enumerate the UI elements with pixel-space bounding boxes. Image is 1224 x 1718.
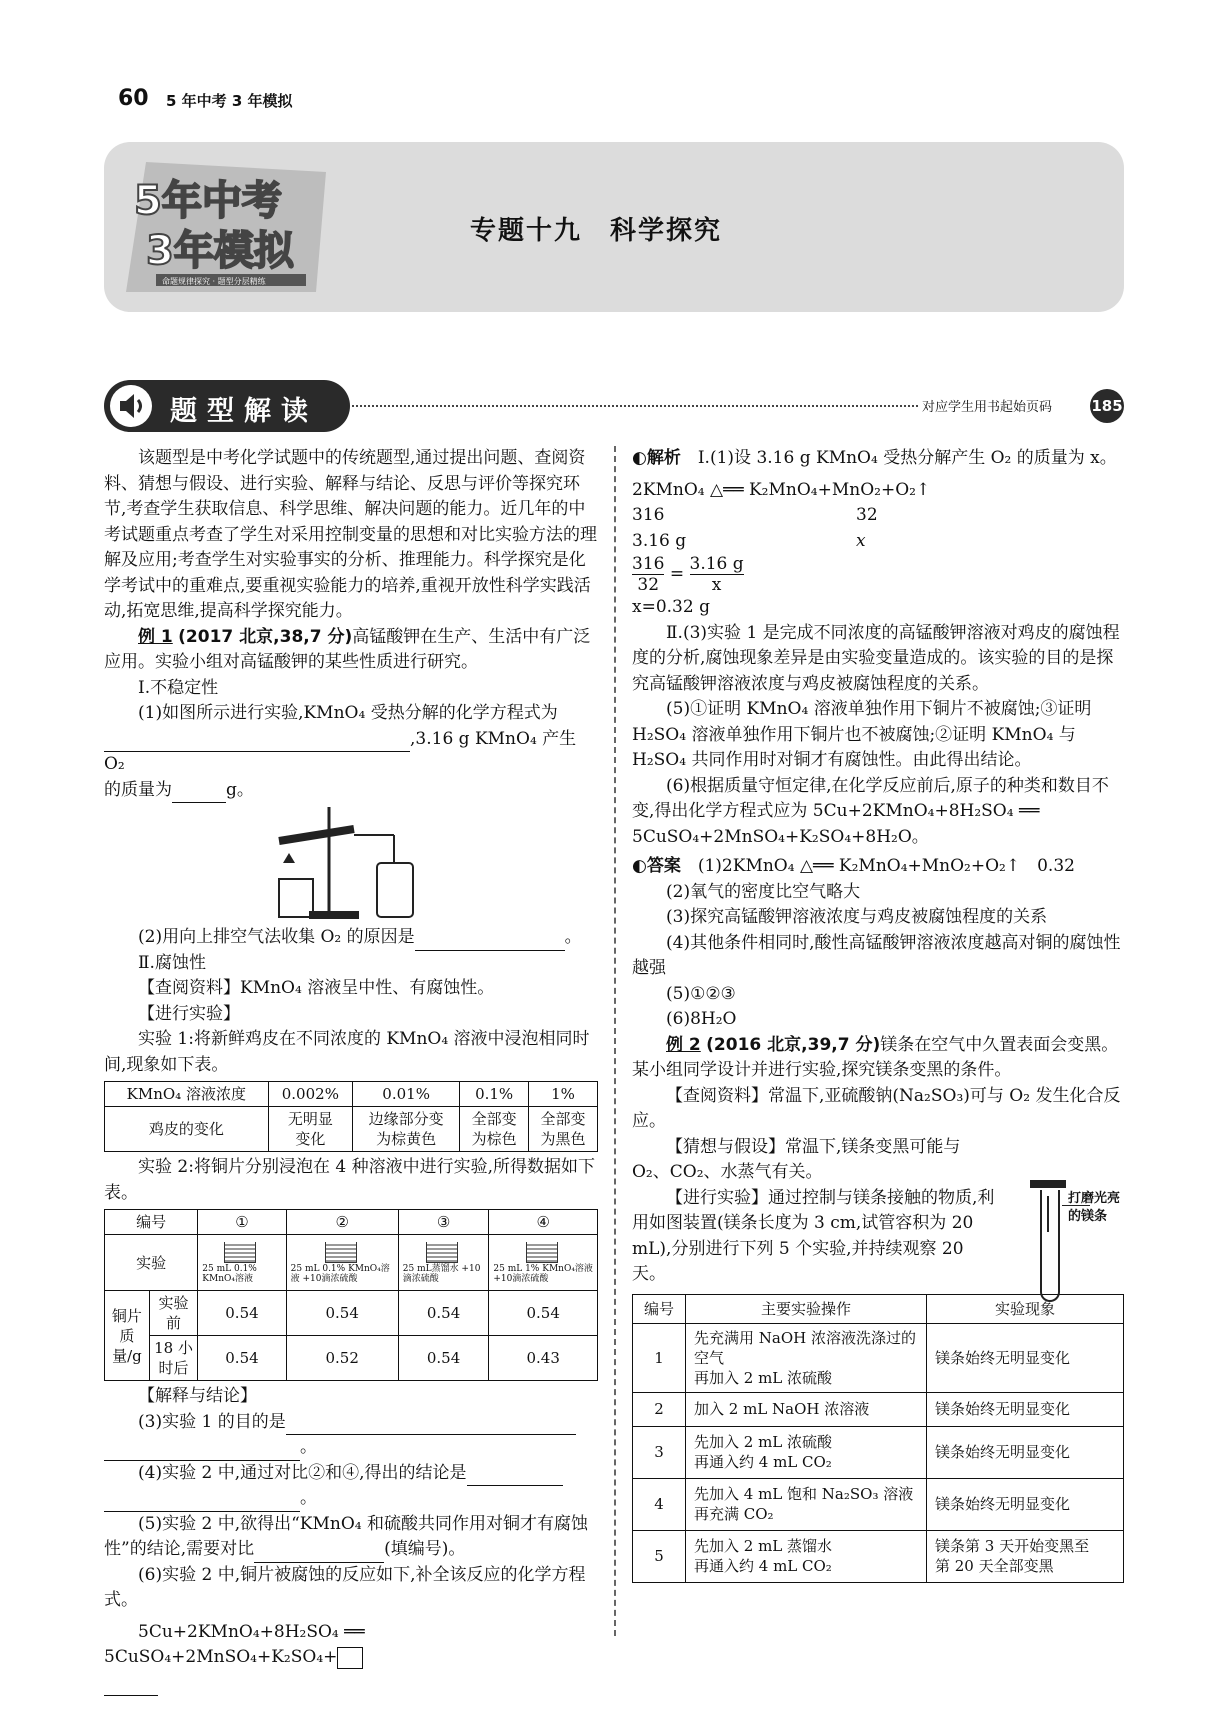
q1-line2 bbox=[104, 727, 598, 778]
table-cell: 镁条始终无明显变化 bbox=[927, 1426, 1124, 1478]
beaker-cell bbox=[286, 1235, 398, 1291]
part1-heading: Ⅰ.不稳定性 bbox=[138, 677, 219, 698]
q5-blank[interactable] bbox=[254, 1544, 384, 1563]
table-cell: 编号 bbox=[633, 1294, 686, 1323]
example1-label: 例 1 bbox=[138, 626, 173, 647]
example2-experiment: 【进行实验】通过控制与镁条接触的物质,利用如图装置(镁条长度为 3 cm,试管容积为 20 mL),分别进行下列 5 个实验,并持续观察 20 天。 bbox=[632, 1187, 995, 1284]
table-cell: 1 bbox=[633, 1323, 686, 1392]
beaker-icon bbox=[224, 1242, 256, 1263]
table-cell: 0.54 bbox=[398, 1291, 489, 1336]
answer-3: (3)探究高锰酸钾溶液浓度与鸡皮被腐蚀程度的关系 bbox=[666, 907, 1048, 927]
answer-line1 bbox=[632, 854, 1124, 880]
q1-line1: (1)如图所示进行实验,KMnO₄ 受热分解的化学方程式为 bbox=[138, 703, 558, 723]
table-cell: 实验前 bbox=[149, 1291, 198, 1336]
q1-mass-blank[interactable] bbox=[172, 784, 226, 803]
table-cell: 鸡皮的变化 bbox=[105, 1107, 269, 1152]
logo-line2: 3年模拟 bbox=[146, 228, 294, 274]
table-cell: 实验现象 bbox=[927, 1294, 1124, 1323]
table-cell: 0.002% bbox=[268, 1082, 352, 1107]
table-cell: 3 bbox=[633, 1426, 686, 1478]
q1-unit: g。 bbox=[226, 779, 254, 800]
fraction-left: $\frac{316}{32}$ bbox=[632, 554, 665, 595]
table-cell: 0.54 bbox=[489, 1291, 598, 1336]
q6-equation-text: 5Cu+2KMnO₄+8H₂SO₄ ══ 5CuSO₄+2MnSO₄+K₂SO₄+ bbox=[104, 1621, 365, 1667]
tube-label: 打磨光亮的镁条 bbox=[1068, 1191, 1121, 1224]
example1-paragraph bbox=[104, 625, 598, 676]
logo-line1: 5年中考 bbox=[134, 178, 282, 224]
exp2-text: 实验 2:将铜片分别浸泡在 4 种溶液中进行实验,所得数据如下表。 bbox=[104, 1157, 595, 1203]
table-row bbox=[105, 1210, 598, 1235]
q3-text: (3)实验 1 的目的是 bbox=[138, 1411, 286, 1432]
answer-6: (6)8H₂O bbox=[666, 1009, 737, 1029]
q4-line2: 。 bbox=[104, 1486, 598, 1512]
q6-line: (6)实验 2 中,铜片被腐蚀的反应如下,补全该反应的化学方程式。 bbox=[104, 1564, 586, 1610]
table-cell: 0.01% bbox=[353, 1082, 460, 1107]
solution-label: ◐解析 bbox=[632, 448, 681, 468]
magnesium-strip bbox=[1047, 1196, 1049, 1232]
chapter-title: 专题十九 科学探究 bbox=[470, 216, 723, 246]
example1-source: (2017 北京,38,7 分) bbox=[178, 626, 353, 647]
column-divider bbox=[614, 446, 616, 1636]
table-cell: 0.43 bbox=[489, 1336, 598, 1381]
example2-text: 镁条在空气中久置表面会变黑。某小组同学设计并进行实验,探究镁条变黑的条件。 bbox=[632, 1034, 1119, 1080]
table-cell: 先充满用 NaOH 浓溶液洗涤过的空气 再加入 2 mL 浓硫酸 bbox=[686, 1323, 927, 1392]
solution-text1: Ⅰ.(1)设 3.16 g KMnO₄ 受热分解产生 O₂ 的质量为 x。 bbox=[697, 448, 1117, 468]
table-cell: 铜片 质量/g bbox=[105, 1291, 150, 1381]
table-cell: ① bbox=[198, 1210, 286, 1235]
table-cell: 全部变 为黑色 bbox=[529, 1107, 598, 1152]
table-row bbox=[633, 1426, 1124, 1478]
beaker-label: 25 mL 0.1% KMnO₄溶液 bbox=[202, 1263, 257, 1284]
table-cell: 5 bbox=[633, 1530, 686, 1582]
dotted-leader bbox=[352, 405, 918, 407]
table-cell: 镁条始终无明显变化 bbox=[927, 1478, 1124, 1530]
intro-paragraph: 该题型是中考化学试题中的传统题型,通过提出问题、查阅资料、猜想与假设、进行实验、解释与结论、反思与评价等探究环节,考查学生获取信息、科学思维、解决问题的能力。近几年的中考试题重点考查了学生对采用控制变量的思想和对比实验方法的理解及应用;考查学生对实验事实的分析、推理能力。科学探究是化学考试中的重难点,要重视实验能力的培养,重视开放性科学实践活动,拓宽思维,提高科学探究能力。 bbox=[104, 448, 597, 621]
solution-mass-row bbox=[632, 529, 1124, 555]
part2-heading: Ⅱ.腐蚀性 bbox=[138, 952, 206, 973]
example1-text: 高锰酸钾在生产、生活中有广泛应用。实验小组对高锰酸钾的某些性质进行研究。 bbox=[104, 626, 591, 672]
beaker-icon bbox=[325, 1242, 357, 1263]
speaker-icon bbox=[110, 385, 152, 427]
beaker-label: 25 mL 0.1% KMnO₄溶液 +10滴浓硫酸 bbox=[290, 1263, 390, 1284]
table-cell: 先加入 2 mL 浓硫酸 再通入约 4 mL CO₂ bbox=[686, 1426, 927, 1478]
fraction-right: $\frac{3.16 g}{x}$ bbox=[689, 554, 744, 595]
table-magnesium bbox=[632, 1294, 1124, 1583]
coef-32: 32 bbox=[856, 505, 878, 525]
answer-4: (4)其他条件相同时,酸性高锰酸钾溶液浓度越高对铜的腐蚀性越强 bbox=[632, 932, 1121, 978]
solution-intro bbox=[632, 446, 1124, 472]
beaker-icon bbox=[426, 1242, 458, 1263]
q2-line bbox=[104, 925, 598, 951]
beaker-cell bbox=[398, 1235, 489, 1291]
answer-5: (5)①②③ bbox=[666, 983, 736, 1004]
table-cell: 1% bbox=[529, 1082, 598, 1107]
table-cell: 编号 bbox=[105, 1210, 198, 1235]
q6-blank[interactable] bbox=[104, 1677, 158, 1696]
beaker-cell bbox=[489, 1235, 598, 1291]
q2-end: 。 bbox=[564, 927, 582, 947]
exp1-text: 实验 1:将新鲜鸡皮在不同浓度的 KMnO₄ 溶液中浸泡相同时间,现象如下表。 bbox=[104, 1029, 590, 1075]
example2-source: (2016 北京,39,7 分) bbox=[706, 1034, 881, 1055]
q3-blank[interactable] bbox=[286, 1416, 576, 1435]
beaker-label: 25 mL蒸馏水 +10滴浓硫酸 bbox=[402, 1263, 481, 1284]
table-cell: 边缘部分变 为棕黄色 bbox=[353, 1107, 460, 1152]
q3-blank2[interactable] bbox=[104, 1442, 300, 1461]
table-cell: 2 bbox=[633, 1392, 686, 1426]
table-cell: 先加入 4 mL 饱和 Na₂SO₃ 溶液 再充满 CO₂ bbox=[686, 1478, 927, 1530]
table-row bbox=[105, 1336, 598, 1381]
q1-equation-blank[interactable] bbox=[104, 733, 410, 752]
table-chicken-skin bbox=[104, 1081, 598, 1152]
table-cell: 实验 bbox=[105, 1235, 198, 1291]
table-row bbox=[105, 1107, 598, 1152]
info-line: 【查阅资料】KMnO₄ 溶液呈中性、有腐蚀性。 bbox=[138, 978, 495, 998]
beaker-cell bbox=[198, 1235, 286, 1291]
table-row bbox=[633, 1323, 1124, 1392]
table-cell: 0.54 bbox=[286, 1291, 398, 1336]
table-row bbox=[633, 1478, 1124, 1530]
table-cell: 0.54 bbox=[398, 1336, 489, 1381]
q4-line bbox=[104, 1461, 598, 1487]
mass-316: 3.16 g bbox=[632, 530, 687, 551]
table-row bbox=[633, 1530, 1124, 1582]
q5-end: (填编号)。 bbox=[384, 1539, 466, 1559]
table-cell: 无明显 变化 bbox=[268, 1107, 352, 1152]
table-cell: 18 小时后 bbox=[149, 1336, 198, 1381]
table-cell: 0.52 bbox=[286, 1336, 398, 1381]
table-cell: ③ bbox=[398, 1210, 489, 1235]
solution-equation: 2KMnO₄ △══ K₂MnO₄+MnO₂+O₂↑ bbox=[632, 479, 931, 500]
table-cell: 4 bbox=[633, 1478, 686, 1530]
table-cell: 0.1% bbox=[460, 1082, 529, 1107]
q4-text: (4)实验 2 中,通过对比②和④,得出的结论是 bbox=[138, 1462, 467, 1483]
table-cell: 0.54 bbox=[198, 1336, 286, 1381]
solution-result: x=0.32 g bbox=[632, 597, 710, 617]
table-row bbox=[105, 1082, 598, 1107]
exp-heading: 【进行实验】 bbox=[138, 1003, 240, 1024]
example2-hypothesis: 【猜想与假设】常温下,镁条变黑可能与 O₂、CO₂、水蒸气有关。 bbox=[632, 1136, 961, 1182]
test-tube-icon bbox=[1040, 1190, 1060, 1302]
q2-blank[interactable] bbox=[415, 932, 565, 951]
answer-2: (2)氧气的密度比空气略大 bbox=[666, 881, 861, 902]
right-column bbox=[632, 446, 1124, 1583]
mass-x: x bbox=[856, 530, 866, 551]
q5-line bbox=[104, 1512, 598, 1563]
table-row bbox=[105, 1291, 598, 1336]
example2-info: 【查阅资料】常温下,亚硫酸钠(Na₂SO₃)可与 O₂ 发生化合反应。 bbox=[632, 1085, 1121, 1131]
book-title: 5 年中考 3 年模拟 bbox=[166, 92, 293, 110]
apparatus-figure bbox=[104, 803, 598, 925]
solution-fraction: $\frac{316}{32}$ = $\frac{3.16 g}{x}$ bbox=[632, 554, 744, 595]
q6-equation bbox=[104, 1620, 598, 1671]
tube-stopper bbox=[1030, 1180, 1066, 1188]
table-cell: 镁条第 3 天开始变黑至 第 20 天全部变黑 bbox=[927, 1530, 1124, 1582]
table-cell: ④ bbox=[489, 1210, 598, 1235]
answer-1: (1)2KMnO₄ △══ K₂MnO₄+MnO₂+O₂↑ 0.32 bbox=[697, 856, 1075, 876]
q6-answer-box[interactable] bbox=[337, 1647, 363, 1669]
q1-mass-label: 的质量为 bbox=[104, 779, 172, 800]
solution-coef-row bbox=[632, 503, 1124, 529]
q2-text: (2)用向上排空气法收集 O₂ 的原因是 bbox=[138, 927, 415, 947]
table-row bbox=[105, 1235, 598, 1291]
section-title: 题型解读 bbox=[170, 396, 318, 427]
table-cell: KMnO₄ 溶液浓度 bbox=[105, 1082, 269, 1107]
ref-page-number: 185 bbox=[1090, 389, 1124, 423]
table-cell: 0.54 bbox=[198, 1291, 286, 1336]
table-copper bbox=[104, 1209, 598, 1381]
solution-text2: Ⅱ.(3)实验 1 是完成不同浓度的高锰酸钾溶液对鸡皮的腐蚀程度的分析,腐蚀现象差异是由实验变量造成的。该实验的目的是探究高锰酸钾溶液浓度与鸡皮被腐蚀程度的关系。 bbox=[632, 622, 1120, 694]
q3-line2: 。 bbox=[104, 1435, 598, 1461]
table-cell: 镁条始终无明显变化 bbox=[927, 1392, 1124, 1426]
answer-label: ◐答案 bbox=[632, 856, 681, 876]
q4-blank2[interactable] bbox=[104, 1493, 300, 1512]
q4-blank[interactable] bbox=[467, 1467, 563, 1486]
conclusion-heading: 【解释与结论】 bbox=[138, 1386, 257, 1406]
table-cell: 先加入 2 mL 蒸馏水 再通入约 4 mL CO₂ bbox=[686, 1530, 927, 1582]
example2-label: 例 2 bbox=[666, 1034, 701, 1055]
page-number: 60 bbox=[118, 86, 149, 111]
table-cell: 主要实验操作 bbox=[686, 1294, 927, 1323]
logo-tag: 命题规律探究 · 题型分层精练 bbox=[162, 277, 266, 286]
beaker-label: 25 mL 1% KMnO₄溶液 +10滴浓硫酸 bbox=[493, 1263, 593, 1284]
ref-text: 对应学生用书起始页码 bbox=[922, 400, 1053, 415]
q3-line bbox=[104, 1410, 598, 1436]
q1-line3 bbox=[104, 778, 598, 804]
series-logo bbox=[116, 152, 336, 302]
table-cell: 镁条始终无明显变化 bbox=[927, 1323, 1124, 1392]
beaker-icon bbox=[526, 1242, 558, 1263]
table-cell: 全部变 为棕色 bbox=[460, 1107, 529, 1152]
q6-line2 bbox=[104, 1671, 598, 1697]
solution-text3: (5)①证明 KMnO₄ 溶液单独作用下铜片不被腐蚀;③证明 H₂SO₄ 溶液单独作用下铜片也不被腐蚀;②证明 KMnO₄ 与 H₂SO₄ 共同作用时对铜才有腐蚀性。由此得出结论。 bbox=[632, 699, 1092, 770]
coef-316: 316 bbox=[632, 505, 665, 525]
example2-paragraph bbox=[632, 1033, 1124, 1084]
table-row bbox=[633, 1392, 1124, 1426]
q5-text: (5)实验 2 中,欲得出“KMnO₄ 和硫酸共同作用对铜才有腐蚀性”的结论,需要对比 bbox=[104, 1513, 589, 1559]
q1-mass-text: ,3.16 g KMnO₄ 产生 O₂ bbox=[104, 728, 577, 774]
solution-text4: (6)根据质量守恒定律,在化学反应前后,原子的种类和数目不变,得出化学方程式应为 5Cu+2KMnO₄+8H₂SO₄ ══ 5CuSO₄+2MnSO₄+K₂SO₄+8H₂O。 bbox=[632, 775, 1109, 847]
left-column bbox=[104, 446, 598, 1696]
table-cell: 加入 2 mL NaOH 浓溶液 bbox=[686, 1392, 927, 1426]
table-cell: ② bbox=[286, 1210, 398, 1235]
